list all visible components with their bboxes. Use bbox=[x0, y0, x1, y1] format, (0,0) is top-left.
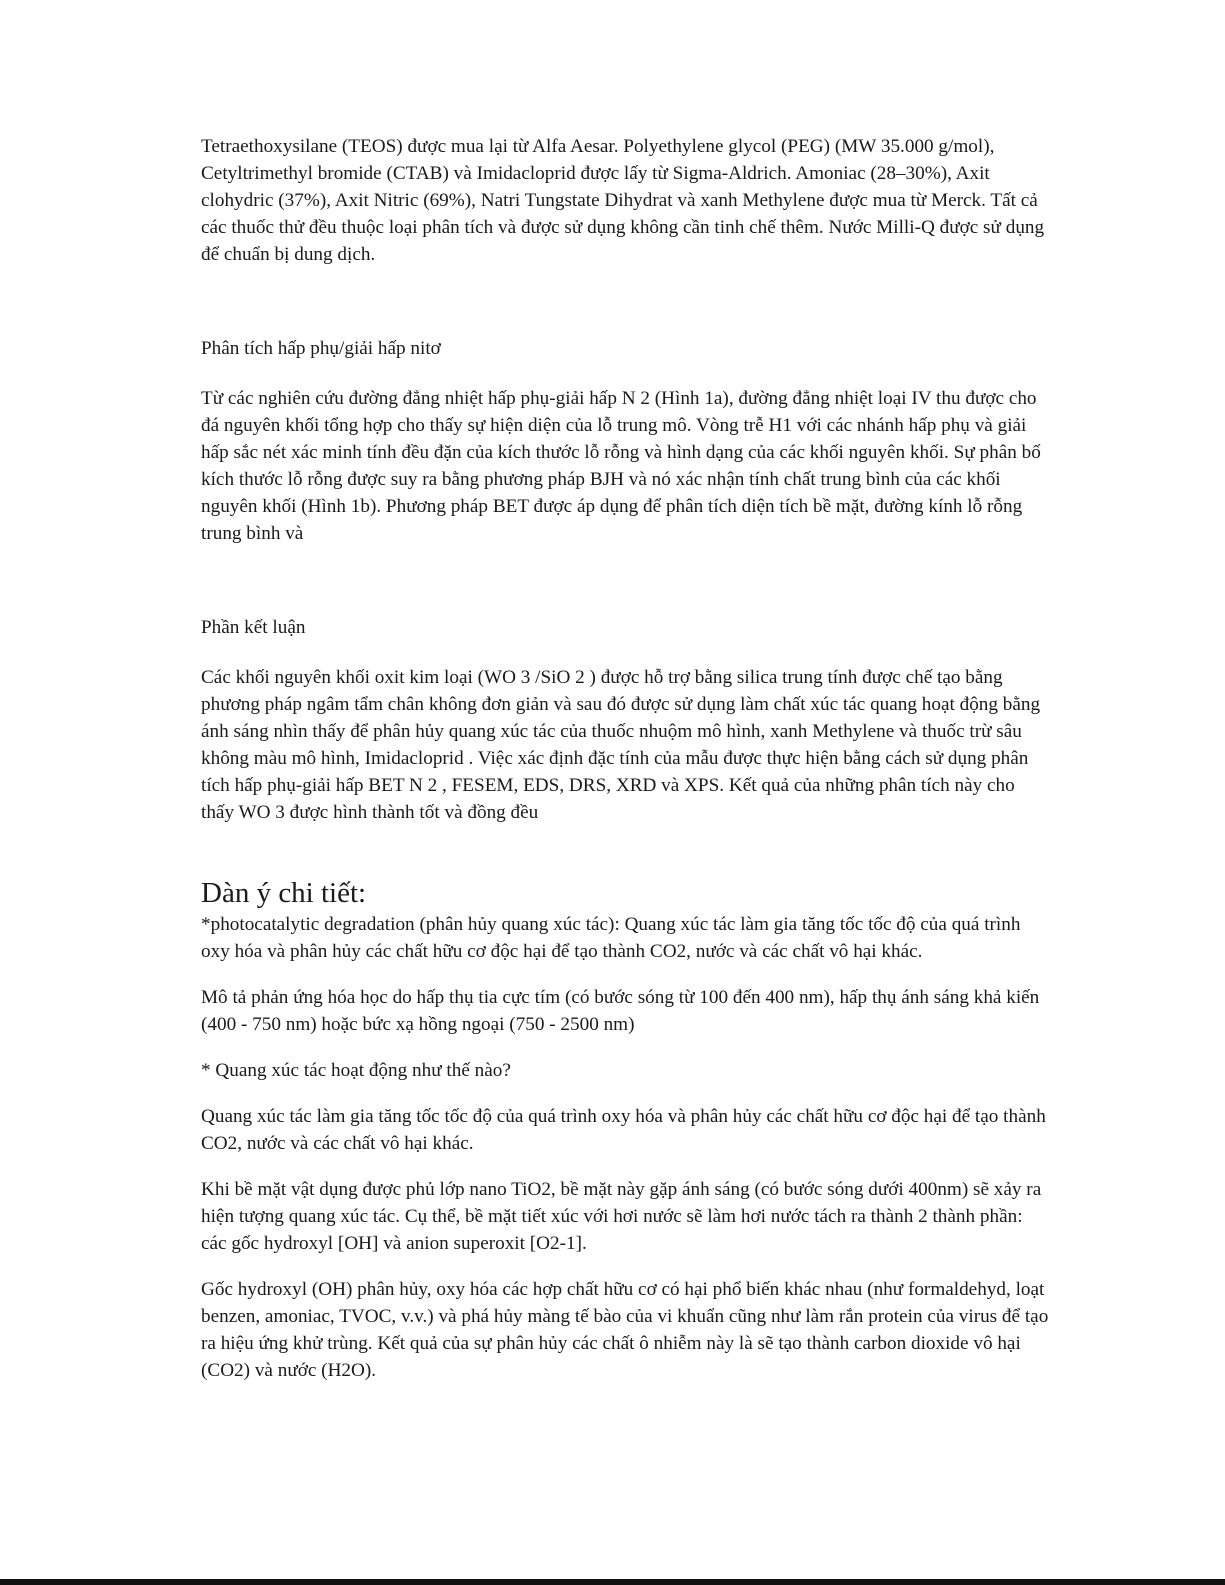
outline-paragraph-2: Mô tả phản ứng hóa học do hấp thụ tia cực tím (có bước sóng từ 100 đến 400 nm), hấp thụ ánh sáng khả kiến (400 - 750 nm) hoặc bức xạ hồng ngoại (750 - 2500 nm) bbox=[201, 987, 1040, 1035]
outline-paragraph-1: *photocatalytic degradation (phân hủy quang xúc tác): Quang xúc tác làm gia tăng tốc tốc độ của quá trình oxy hóa và phân hủy các chất hữu cơ độc hại để tạo thành CO2, nước và các chất vô hại khác. bbox=[201, 914, 1021, 962]
materials-paragraph: Tetraethoxysilane (TEOS) được mua lại từ Alfa Aesar. Polyethylene glycol (PEG) (MW 35.000 g/mol), Cetyltrimethyl bromide (CTAB) và Imidacloprid được lấy từ Sigma-Aldrich. Amoniac (28–30%), Axit clohydric (37%), Axit Nitric (69%), Natri Tungstate Dihydrat và xanh Methylene được mua từ Merck. Tất cả các thuốc thử đều thuộc loại phân tích và được sử dụng không cần tinh chế thêm. Nước Milli-Q được sử dụng để chuẩn bị dung dịch. bbox=[201, 136, 1045, 265]
conclusion-section-body: Các khối nguyên khối oxit kim loại (WO 3 /SiO 2 ) được hỗ trợ bằng silica trung tính được chế tạo bằng phương pháp ngâm tẩm chân không đơn giản và sau đó được sử dụng làm chất xúc tác quang hoạt động bằng ánh sáng nhìn thấy để phân hủy quang xúc tác của thuốc nhuộm mô hình, xanh Methylene và thuốc trừ sâu không màu mô hình, Imidacloprid . Việc xác định đặc tính của mẫu được thực hiện bằng cách sử dụng phân tích hấp phụ-giải hấp BET N 2 , FESEM, EDS, DRS, XRD và XPS. Kết quả của những phân tích này cho thấy WO 3 được hình thành tốt và đồng đều bbox=[201, 667, 1041, 823]
conclusion-section-title: Phần kết luận bbox=[201, 617, 306, 638]
outline-paragraph-5: Khi bề mặt vật dụng được phủ lớp nano TiO2, bề mặt này gặp ánh sáng (có bước sóng dưới 400nm) sẽ xảy ra hiện tượng quang xúc tác. Cụ thể, bề mặt tiết xúc với hơi nước sẽ làm hơi nước tách ra thành 2 thành phần: các gốc hydroxyl [OH] và anion superoxit [O2-1]. bbox=[201, 1179, 1042, 1254]
outline-heading: Dàn ý chi tiết: bbox=[201, 877, 367, 909]
document-page bbox=[201, 133, 1051, 1384]
page-bottom-rule bbox=[0, 1579, 1225, 1585]
outline-paragraph-3: * Quang xúc tác hoạt động như thế nào? bbox=[201, 1060, 511, 1081]
nitrogen-section-title: Phân tích hấp phụ/giải hấp nitơ bbox=[201, 338, 441, 359]
outline-paragraph-4: Quang xúc tác làm gia tăng tốc tốc độ của quá trình oxy hóa và phân hủy các chất hữu cơ độc hại để tạo thành CO2, nước và các chất vô hại khác. bbox=[201, 1106, 1046, 1154]
outline-paragraph-6: Gốc hydroxyl (OH) phân hủy, oxy hóa các hợp chất hữu cơ có hại phổ biến khác nhau (như formaldehyd, loạt benzen, amoniac, TVOC, v.v.) và phá hủy màng tế bào của vi khuẩn cũng như làm rắn protein của virus để tạo ra hiệu ứng khử trùng. Kết quả của sự phân hủy các chất ô nhiễm này là sẽ tạo thành carbon dioxide vô hại (CO2) và nước (H2O). bbox=[201, 1279, 1049, 1381]
nitrogen-section-body: Từ các nghiên cứu đường đẳng nhiệt hấp phụ-giải hấp N 2 (Hình 1a), đường đẳng nhiệt loại IV thu được cho đá nguyên khối tổng hợp cho thấy sự hiện diện của lỗ trung mô. Vòng trễ H1 với các nhánh hấp phụ và giải hấp sắc nét xác minh tính đều đặn của kích thước lỗ rỗng và hình dạng của các khối nguyên khối. Sự phân bố kích thước lỗ rỗng được suy ra bằng phương pháp BJH và nó xác nhận tính chất trung bình của các khối nguyên khối (Hình 1b). Phương pháp BET được áp dụng để phân tích diện tích bề mặt, đường kính lỗ rỗng trung bình và bbox=[201, 388, 1041, 544]
